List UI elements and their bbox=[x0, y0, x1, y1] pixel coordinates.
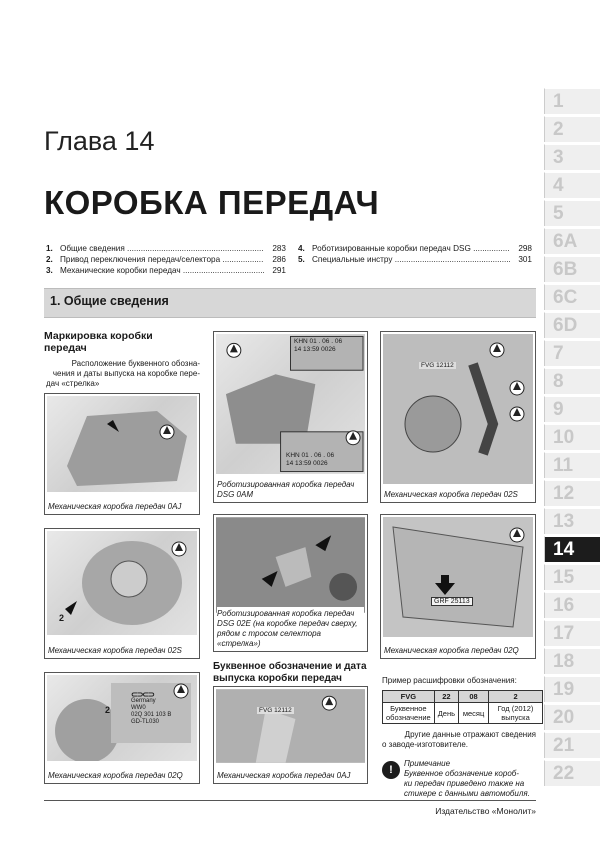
marking-text: Расположение буквенного обозна- чения и даты выпуска на коробке пере- дач «стрелка» bbox=[46, 359, 200, 388]
table-row bbox=[383, 691, 543, 703]
gearbox-photo bbox=[383, 334, 533, 484]
decode-table bbox=[382, 690, 543, 724]
chapter-tab[interactable]: 3 bbox=[544, 144, 600, 170]
figure-callout: 2 bbox=[59, 613, 65, 623]
figure-caption: Механическая коробка передач 02S bbox=[48, 644, 196, 656]
dsg-code-bottom: KHN 01 . 06 . 06 14 13:59 0026 bbox=[286, 452, 335, 467]
dsg-code-top: KHN 01 . 06 . 06 14 13:59 0026 bbox=[294, 338, 343, 353]
chapter-tab[interactable]: 21 bbox=[544, 732, 600, 758]
chapter-tab[interactable]: 6C bbox=[544, 284, 600, 310]
publisher: Издательство «Монолит» bbox=[435, 806, 536, 816]
toc-item[interactable]: 2. Привод переключения передач/селектора ..... 286 bbox=[46, 254, 286, 265]
gearbox-photo bbox=[383, 517, 533, 637]
page-title: КОРОБКА ПЕРЕДАЧ bbox=[44, 184, 380, 221]
toc-left bbox=[46, 243, 286, 276]
chapter-tab[interactable]: 7 bbox=[544, 340, 600, 366]
table-cell: Буквенное обозначение bbox=[383, 703, 435, 724]
decode-intro: Пример расшифровки обозначения: bbox=[382, 676, 517, 685]
chapter-tab[interactable]: 19 bbox=[544, 676, 600, 702]
figure-dsg-0am bbox=[213, 331, 368, 503]
chapter-tab[interactable]: 16 bbox=[544, 592, 600, 618]
chapter-tab[interactable]: 5 bbox=[544, 200, 600, 226]
toc-item[interactable]: 5. Специальные инстру ..... 301 bbox=[298, 254, 532, 265]
toc-item[interactable]: 1. Общие сведения ..... 283 bbox=[46, 243, 286, 254]
table-cell: месяц bbox=[459, 703, 489, 724]
chapter-tab[interactable]: 11 bbox=[544, 452, 600, 478]
chapter-tab[interactable]: 6A bbox=[544, 228, 600, 254]
figure-caption: Механическая коробка передач 0AJ bbox=[217, 769, 364, 781]
letter-heading: Буквенное обозначение и дата выпуска коробки передач bbox=[213, 661, 367, 684]
chapter-tab[interactable]: 6B bbox=[544, 256, 600, 282]
marking-heading: Маркировка коробки передач bbox=[44, 330, 153, 354]
chapter-tab[interactable]: 15 bbox=[544, 564, 600, 590]
chapter-label: Глава 14 bbox=[44, 126, 155, 156]
toc-item[interactable]: 4. Роботизированные коробки передач DSG ..... 298 bbox=[298, 243, 532, 254]
gearbox-photo bbox=[47, 675, 197, 761]
gearbox-stamp: FVG 12112 bbox=[259, 707, 292, 714]
table-cell: Год (2012) выпуска bbox=[489, 703, 543, 724]
toc-item[interactable]: 3. Механические коробки передач ..... 291 bbox=[46, 265, 286, 276]
table-row bbox=[383, 703, 543, 724]
chapter-tab[interactable]: 6D bbox=[544, 312, 600, 338]
gearbox-photo bbox=[47, 531, 197, 635]
figure-caption: Механическая коробка передач 02S bbox=[384, 488, 532, 500]
figure-gearbox-02q bbox=[44, 672, 200, 784]
chapter-tab[interactable]: 14 bbox=[544, 536, 600, 562]
note-text: Примечание Буквенное обозначение короб- ки передач приведено также на стикере с данными автомобиля. bbox=[404, 759, 530, 798]
figure-caption: Роботизированная коробка передач DSG 02E (на коробке передач сверху, рядом с тросом селектора «стрелка») bbox=[217, 607, 364, 649]
figure-caption: Механическая коробка передач 0AJ bbox=[48, 500, 196, 512]
gearbox-photo bbox=[216, 689, 365, 763]
table-cell: FVG bbox=[383, 691, 435, 703]
figure-gearbox-02s-stamp bbox=[380, 331, 536, 503]
figure-dsg-02e bbox=[213, 514, 368, 652]
figure-caption: Механическая коробка передач 02Q bbox=[48, 769, 196, 781]
gearbox-stamp: GRF 25113 bbox=[431, 597, 473, 606]
chapter-tab[interactable]: 9 bbox=[544, 396, 600, 422]
engine-photo bbox=[216, 517, 365, 613]
figure-caption: Механическая коробка передач 02Q bbox=[384, 644, 532, 656]
chapter-tab[interactable]: 22 bbox=[544, 760, 600, 786]
gearbox-stamp: ⊂⊃⊂⊃ Germany WW0 02Q 301 103 B GD-TL030 bbox=[131, 690, 172, 725]
section-title: 1. Общие сведения bbox=[50, 294, 169, 308]
figure-gearbox-02s bbox=[44, 528, 200, 659]
table-cell: 2 bbox=[489, 691, 543, 703]
chapter-tab[interactable]: 17 bbox=[544, 620, 600, 646]
table-cell: 22 bbox=[434, 691, 458, 703]
table-cell: День bbox=[434, 703, 458, 724]
chapter-tab[interactable]: 10 bbox=[544, 424, 600, 450]
figure-gearbox-0aj-stamp bbox=[213, 686, 368, 784]
figure-caption: Роботизированная коробка передач DSG 0AM bbox=[217, 478, 364, 500]
gearbox-stamp: FVG 12112 bbox=[421, 362, 454, 369]
chapter-tab[interactable]: 8 bbox=[544, 368, 600, 394]
chapter-tab[interactable]: 4 bbox=[544, 172, 600, 198]
toc-right bbox=[298, 243, 532, 265]
note-icon: ! bbox=[382, 761, 400, 779]
figure-gearbox-02q-stamp bbox=[380, 514, 536, 659]
chapter-tab[interactable]: 13 bbox=[544, 508, 600, 534]
footer-rule bbox=[44, 800, 536, 801]
figure-gearbox-0aj bbox=[44, 393, 200, 515]
gearbox-photo bbox=[47, 396, 197, 492]
other-data-text: Другие данные отражают сведения о заводе-изготовителе. bbox=[382, 730, 536, 749]
chapter-tab[interactable]: 18 bbox=[544, 648, 600, 674]
chapter-tab[interactable]: 20 bbox=[544, 704, 600, 730]
table-cell: 08 bbox=[459, 691, 489, 703]
chapter-tab[interactable]: 1 bbox=[544, 88, 600, 114]
figure-callout: 2 bbox=[105, 705, 111, 715]
chapter-tab[interactable]: 2 bbox=[544, 116, 600, 142]
chapter-tab[interactable]: 12 bbox=[544, 480, 600, 506]
